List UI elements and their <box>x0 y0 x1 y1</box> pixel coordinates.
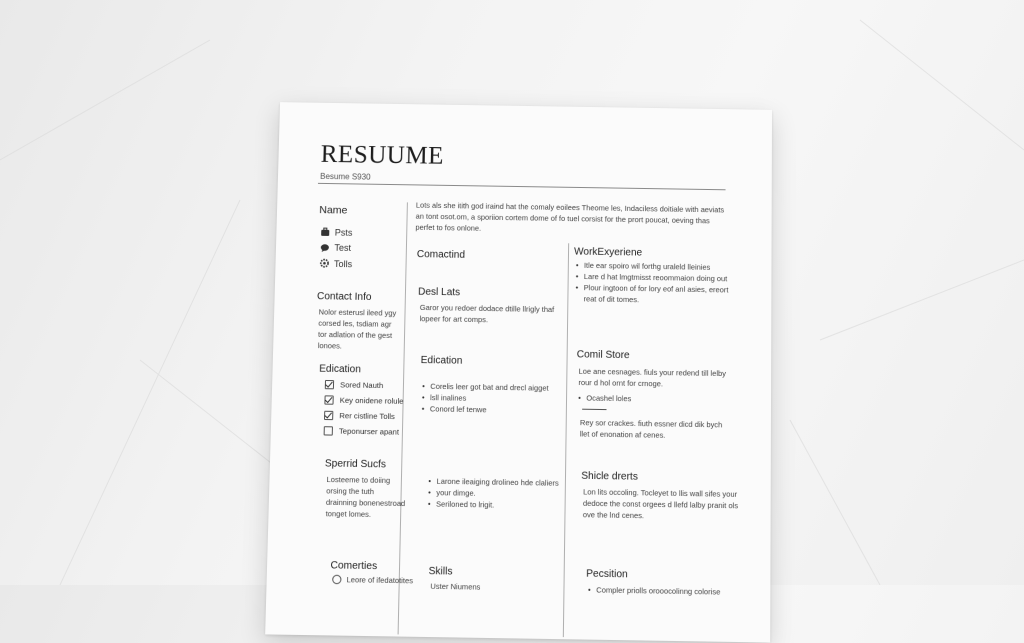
contact-info-text: Nolor esterusl ileed ygy corsed les, tsdiam agr tor adlation of the gest lonoes. <box>317 307 397 351</box>
store-list <box>578 392 730 406</box>
gear-icon <box>320 259 329 268</box>
checkbox-icon <box>324 411 333 420</box>
resume-subtitle: Besume S930 <box>320 171 371 182</box>
sidebar-item-label: Tolls <box>333 258 353 269</box>
right-skills-text: Lon lits occoling. Tocleyet to llis wall sifes your dedoce the const orgees d llefd lalby pranit ols ove the lnd cenes. <box>582 487 739 521</box>
store-text-2: Rey sor crackes. fiuth essner dicd dik bych llet of enonation af cenes. <box>579 417 723 440</box>
chat-bubble-icon <box>320 243 329 252</box>
skills-heading: Skills <box>428 565 453 578</box>
column-divider-right <box>563 243 569 637</box>
position-list <box>588 584 742 598</box>
resume-title: RESUUME <box>320 140 445 170</box>
checkbox-icon <box>324 395 333 404</box>
list-item: • Ocashel loles <box>578 392 730 406</box>
education-item: Sored Nauth <box>325 377 427 394</box>
resume-sheet <box>265 102 772 642</box>
list-item: • your dimge. <box>428 487 567 501</box>
special-skills-heading: Sperrid Sucfs <box>324 458 387 471</box>
list-item: • Seriloned to lrigit. <box>428 498 567 512</box>
list-item: • Itle ear spoiro wil forthg uraleld lleinies <box>576 260 737 274</box>
education-item: Key onidene rolule <box>324 392 426 409</box>
sidebar-item-posts <box>321 224 412 241</box>
sidebar-education-heading: Edication <box>319 363 362 376</box>
comments-item: Leore of ifedatotites <box>332 575 413 586</box>
store-text: Loe ane cesnages. fiuls your redend till lelby rour d hol ornt for crnoge. <box>578 366 726 389</box>
list-item: • Lare d hat lmgtmisst reoommaion doing out <box>576 271 737 285</box>
checkbox-icon <box>324 426 333 435</box>
briefcase-icon <box>321 227 330 236</box>
right-skills-heading: Shicle drerts <box>581 470 638 483</box>
work-experience-heading: WorkExyeriene <box>573 246 643 259</box>
comments-heading: Comerties <box>330 560 378 573</box>
education-item: Rer cistline Tolls <box>324 408 426 425</box>
skills-item: Uster Niumens <box>430 581 481 592</box>
checkbox-icon <box>325 380 334 389</box>
contacting-heading: Comactind <box>416 248 466 261</box>
name-label: Name <box>319 204 348 217</box>
intro-paragraph: Lots als she itith god iraind hat the comaly eoilees Theome les, Indaciless doitiale with aeviats an tont osot.om, a sporiion cortem dome of fo tuel corsist for the prort poucat, oeving thas perfet to fos onlone. <box>415 200 725 233</box>
position-heading: Pecsition <box>586 568 628 581</box>
list-item: • Conord lef tenwe <box>422 403 564 417</box>
radio-icon <box>332 575 341 585</box>
sidebar-item-label: Psts <box>334 227 353 238</box>
sidebar-item-label: Test <box>334 242 352 254</box>
sidebar-item-tools <box>320 256 411 273</box>
sidebar-education-list <box>324 377 427 440</box>
sidebar-item-test <box>320 240 411 257</box>
sidebar-list <box>320 224 412 272</box>
details-text: Garor you redoer dodace dtille llrigly thaf lopeer for art comps. <box>419 302 555 325</box>
title-divider <box>318 183 726 190</box>
list-item: • Corelis leer got bat and drecl aigget <box>422 380 564 394</box>
middle-lower-list <box>428 475 567 511</box>
store-heading: Comil Store <box>576 349 630 362</box>
list-item: • Plour ingtoon of for lory eof anl asies, ereort reat of dit tomes. <box>575 282 737 307</box>
work-experience-list <box>575 260 737 307</box>
details-heading: Desl Lats <box>417 286 461 299</box>
special-skills-text: Losteeme to doiing orsing the tuth drainning bonenestroad tonget lomes. <box>325 474 406 520</box>
short-divider <box>582 409 606 410</box>
middle-education-heading: Edication <box>420 354 463 367</box>
list-item: • Larone ileaiging drolineo hde claliers <box>428 475 567 489</box>
education-item: Teponurser apant <box>324 423 426 440</box>
contact-info-heading: Contact Info <box>316 291 372 304</box>
list-item: • Compler priolls orooocolinng colorise <box>588 584 742 598</box>
list-item: • lsll inalines <box>422 392 564 406</box>
middle-education-list <box>422 380 565 416</box>
